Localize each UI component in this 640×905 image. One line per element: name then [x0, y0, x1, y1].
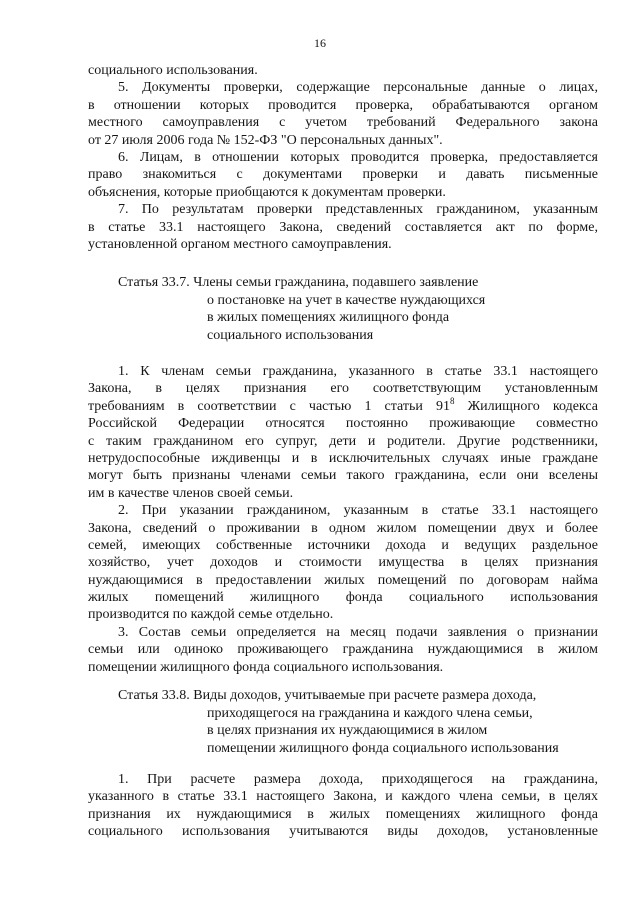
text-line-content: им в качестве членов своей семьи.: [88, 485, 294, 501]
text-line: [88, 62, 598, 79]
text-line: [88, 450, 598, 467]
text-line-content: социального использования учитываются виды доходов, установленные: [88, 824, 598, 840]
text-line-content: объяснения, которые приобщаются к документам проверки.: [88, 184, 446, 200]
text-line-content: семей, имеющих собственные источники дохода и ведущих раздельное: [88, 537, 598, 553]
text-line: [88, 641, 598, 658]
text-line: [88, 467, 598, 484]
text-line-content: социального использования.: [88, 63, 258, 78]
text-line-content: семьи или одиноко проживающего гражданина нуждающимися в жилом: [88, 642, 598, 658]
text-line-continuation: Жилищного кодекса: [454, 398, 598, 414]
text-line-content: в отношении которых проводится проверка, обрабатываются органом: [88, 97, 598, 113]
article-title-continuation: социального использования: [207, 327, 374, 343]
text-line-content: местного самоуправления с учетом требований Федерального закона: [88, 115, 598, 131]
article-title-line: Статья 33.8. Виды доходов, учитываемые при расчете размера дохода,: [118, 688, 537, 703]
text-line-content: Закона, сведений о проживании в одном жилом помещении двух и более: [88, 520, 598, 536]
text-line: [88, 502, 598, 519]
text-line-content: установленной органом местного самоуправления.: [88, 236, 392, 252]
text-line: [88, 149, 598, 166]
text-line: [88, 166, 598, 183]
text-line-content: требованиям в соответствии с частью 1 статьи 91: [88, 398, 451, 414]
article-title-continuation: о постановке на учет в качестве нуждающихся: [207, 292, 486, 308]
article-33-8-body: [88, 771, 598, 841]
text-line-content: с таким гражданином его супруг, дети и родители. Другие родственники,: [88, 433, 598, 449]
text-line-content: могут быть признаны членами семьи такого гражданина, если они вселены: [88, 468, 598, 484]
text-line-content: жилых помещений жилищного фонда социального использования: [88, 590, 598, 606]
superscript: 8: [450, 395, 455, 406]
text-line: [88, 132, 598, 149]
article-33-8-heading: [118, 687, 598, 757]
text-line-content: право знакомиться с документами проверки и давать письменные: [88, 167, 598, 183]
text-line: [88, 395, 598, 415]
text-line: [88, 201, 598, 218]
text-line: [88, 806, 598, 823]
text-line-content: в статье 33.1 настоящего Закона, сведений составляется акт по форме,: [88, 219, 598, 235]
text-line: [88, 236, 598, 253]
text-line-content: помещении жилищного фонда социального использования.: [88, 659, 444, 675]
text-line: [88, 433, 598, 450]
text-line: [88, 485, 598, 502]
text-line: [88, 624, 598, 641]
text-line: [88, 554, 598, 571]
article-33-7-body: [88, 363, 598, 676]
text-line: [88, 537, 598, 554]
text-line-content: нетрудоспособные иждивенцы и в исключительных случаях иные граждане: [88, 450, 598, 466]
text-line-content: признания их нуждающимися в жилых помещениях жилищного фонда: [88, 806, 598, 822]
text-line-content: Российской Федерации относятся постоянно проживающие совместно: [88, 416, 598, 432]
article-title-continuation: помещении жилищного фонда социального использования: [207, 740, 559, 756]
text-line: [88, 788, 598, 805]
article-title-continuation: в жилых помещениях жилищного фонда: [207, 310, 450, 326]
paragraphs-intro: [88, 62, 598, 253]
text-line: [88, 184, 598, 201]
text-line: [88, 79, 598, 96]
text-line-content: 5. Документы проверки, содержащие персональные данные о лицах,: [118, 80, 598, 96]
text-line: [88, 219, 598, 236]
text-line: [88, 659, 598, 676]
text-line-content: нуждающимися в предоставлении жилых помещений по договорам найма: [88, 572, 598, 588]
text-line-content: 2. При указании гражданином, указанным в статье 33.1 настоящего: [118, 503, 598, 519]
text-line-content: 1. К членам семьи гражданина, указанного в статье 33.1 настоящего: [118, 364, 598, 379]
text-line: [88, 415, 598, 432]
text-line: [88, 606, 598, 623]
text-line-content: 7. По результатам проверки представленных гражданином, указанным: [118, 202, 598, 218]
text-line-content: от 27 июля 2006 года № 152-ФЗ "О персональных данных".: [88, 132, 443, 148]
text-line: [88, 771, 598, 788]
article-title-line: Статья 33.7. Члены семьи гражданина, подавшего заявление: [118, 275, 479, 290]
page-number: 16: [314, 36, 326, 50]
text-line: [88, 572, 598, 589]
text-line: [88, 97, 598, 114]
text-line: [88, 520, 598, 537]
text-line: [88, 363, 598, 380]
text-line: [88, 823, 598, 840]
text-line-content: 6. Лицам, в отношении которых проводится проверка, предоставляется: [118, 149, 598, 165]
text-line-content: производится по каждой семье отдельно.: [88, 607, 334, 623]
text-line-content: 3. Состав семьи определяется на месяц подачи заявления о признании: [118, 624, 598, 640]
text-line-content: Закона, в целях признания его соответствующим установленным: [88, 381, 598, 397]
article-title-continuation: в целях признания их нуждающимися в жилом: [207, 723, 488, 739]
text-line-content: указанного в статье 33.1 настоящего Закона, и каждого члена семьи, в целях: [88, 789, 598, 805]
article-33-7-heading: [118, 274, 598, 344]
article-title-continuation: приходящегося на гражданина и каждого члена семьи,: [207, 705, 533, 721]
text-line: [88, 589, 598, 606]
text-line-content: хозяйство, учет доходов и стоимости имущества в целях признания: [88, 555, 598, 571]
text-line: [88, 114, 598, 131]
text-line: [88, 380, 598, 397]
text-line-content: 1. При расчете размера дохода, приходящегося на гражданина,: [118, 772, 598, 787]
